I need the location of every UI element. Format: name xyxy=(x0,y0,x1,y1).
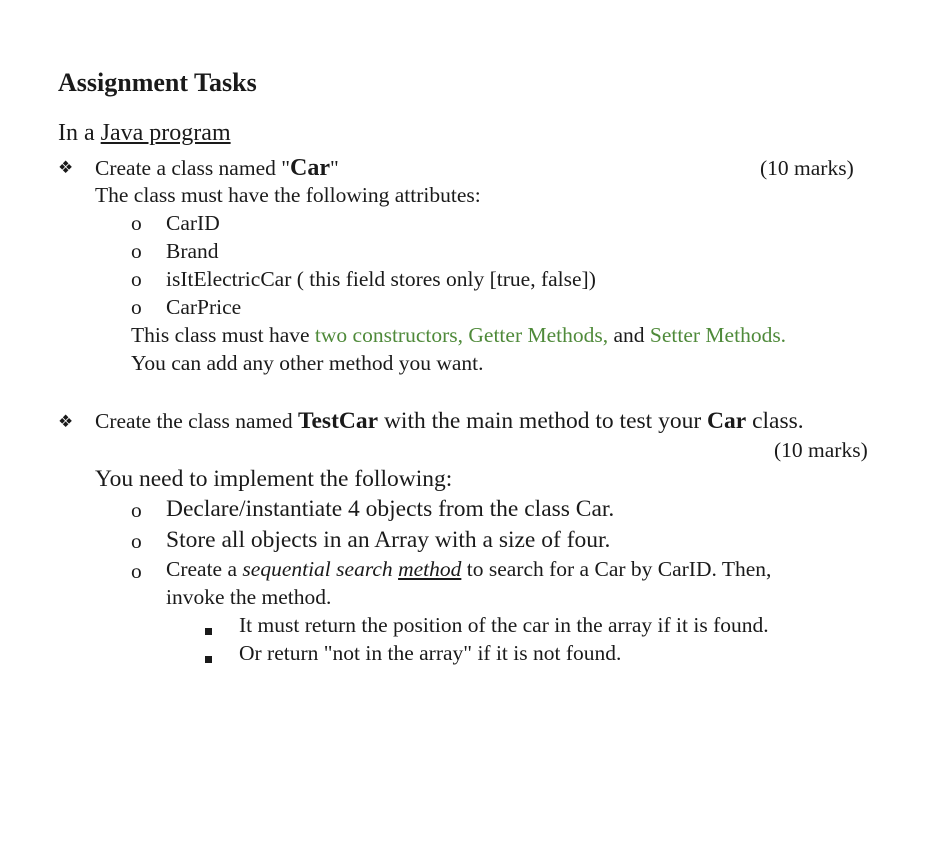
circle-bullet-icon: o xyxy=(131,211,142,235)
circle-bullet-icon: o xyxy=(131,559,142,583)
search-text-a: Create a xyxy=(166,557,243,581)
task2-car: Car xyxy=(707,408,747,434)
methods-text-c: and xyxy=(608,323,650,347)
square-bullet-icon xyxy=(205,622,212,640)
intro-line xyxy=(58,120,231,147)
task1-marks: (10 marks) xyxy=(760,156,854,180)
task2-marks: (10 marks) xyxy=(774,438,868,462)
intro-java-program: Java program xyxy=(100,120,231,146)
diamond-bullet-icon: ❖ xyxy=(58,158,74,177)
task2-search-line xyxy=(166,557,771,582)
task1-text-a: Create a class named " xyxy=(95,156,291,180)
task2-item: Store all objects in an Array with a size of four. xyxy=(166,527,611,553)
circle-bullet-icon: o xyxy=(131,267,142,291)
task2-item: Declare/instantiate 4 objects from the class Car. xyxy=(166,496,615,522)
circle-bullet-icon: o xyxy=(131,498,142,522)
attribute-item: Brand xyxy=(166,239,219,263)
task1-methods-line xyxy=(131,323,786,348)
page-title: Assignment Tasks xyxy=(58,68,257,97)
intro-prefix: In a xyxy=(58,120,101,146)
methods-constructors-getters: two constructors, Getter Methods, xyxy=(314,323,609,347)
task2-text-a: Create the class named xyxy=(95,409,298,433)
square-bullet-icon xyxy=(205,650,212,668)
attribute-item: isItElectricCar ( this field stores only [true, false]) xyxy=(166,267,596,291)
methods-text-a: This class must have xyxy=(131,323,315,347)
task1-extra: You can add any other method you want. xyxy=(131,351,484,375)
task2-implement-intro: You need to implement the following: xyxy=(95,466,453,492)
diamond-bullet-icon: ❖ xyxy=(58,412,74,431)
task1-text-b: " xyxy=(330,156,339,180)
task2-text-b: with the main method to test your xyxy=(378,408,708,434)
task2-heading xyxy=(95,408,804,435)
task1-heading xyxy=(95,155,339,182)
attribute-item: CarID xyxy=(166,211,220,235)
task2-sub-item: Or return "not in the array" if it is not found. xyxy=(239,641,622,665)
search-method: method xyxy=(398,557,462,581)
search-italic: sequential search xyxy=(242,557,399,581)
task1-class-name: Car xyxy=(290,155,331,181)
task2-search-continued: invoke the method. xyxy=(166,585,332,609)
task2-class-name: TestCar xyxy=(297,408,379,434)
attribute-item: CarPrice xyxy=(166,295,242,319)
methods-setters: Setter Methods. xyxy=(649,323,787,347)
search-text-b: to search for a Car by CarID. Then, xyxy=(461,557,772,581)
task1-attributes-intro: The class must have the following attributes: xyxy=(95,183,481,207)
circle-bullet-icon: o xyxy=(131,295,142,319)
circle-bullet-icon: o xyxy=(131,529,142,553)
task2-sub-item: It must return the position of the car in the array if it is found. xyxy=(239,613,769,637)
task2-text-c: class. xyxy=(746,408,804,434)
circle-bullet-icon: o xyxy=(131,239,142,263)
